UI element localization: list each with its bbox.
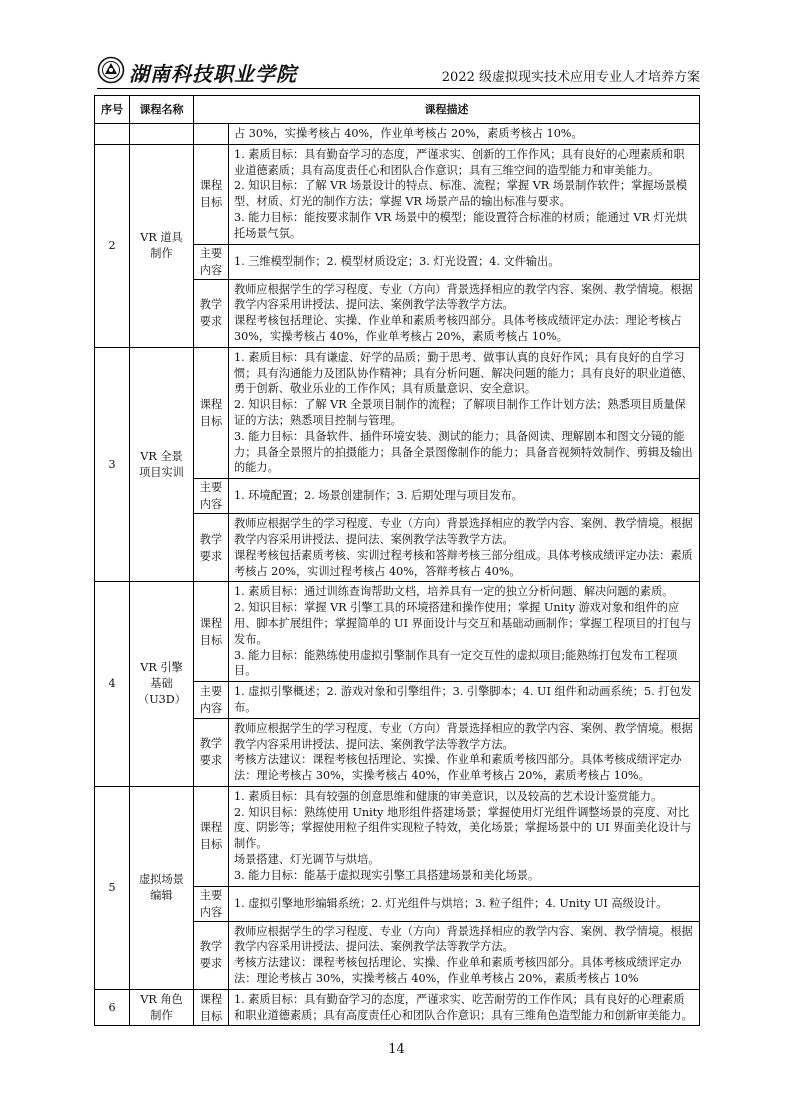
desc-line: 1. 虚拟引擎地形编辑系统；2. 灯光组件与烘培；3. 粒子组件；4. Unity UI 高级设计。 [234, 896, 668, 910]
cell-course-name: VR 道具制作 [130, 144, 194, 347]
document-title: 2022 级虚拟现实技术应用专业人才培养方案 [441, 70, 700, 85]
desc-line: 3. 能力目标：能熟练使用虚拟引擎制作具有一定交互性的虚拟项目;能熟练打包发布工程项目。 [234, 648, 678, 678]
cell-field-label: 课程目标 [194, 582, 229, 682]
desc-line: 1. 素质目标：具有勤奋学习的态度，严谨求实、创新的工作作风；具有良好的心理素质和职业道德素质；具有高度责任心和团队合作意识；具有三维空间的造型能力和审美能力。 [234, 147, 685, 177]
cell-desc [229, 886, 700, 921]
cell-course-name: 虚拟场景编辑 [130, 786, 194, 989]
cell-field-label: 课程目标 [194, 989, 229, 1026]
header-course-desc: 课程描述 [194, 96, 700, 124]
desc-line: 1. 素质目标：通过训练查询帮助文档，培养具有一定的独立分析问题、解决问题的素质。 [234, 585, 674, 599]
table-row [95, 989, 700, 1026]
desc-line: 课程考核包括理论、实操、作业单和素质考核四部分。具体考核成绩评定办法：理论考核占 30%，实操考核占 40%，作业单考核占 20%，素质考核占 10%。 [234, 314, 682, 343]
cell-field-label: 教学要求 [194, 718, 229, 786]
cell-desc [229, 582, 700, 682]
cell-desc [229, 144, 700, 244]
cell-desc: 占 30%，实操考核占 40%，作业单考核占 20%，素质考核占 10%。 [229, 124, 700, 145]
desc-line: 2. 知识目标：了解 VR 场景设计的特点、标准、流程；掌握 VR 场景制作软件；掌握场景模型、材质、灯光的制作方法；掌握 VR 场景产品的输出标准与要求。 [234, 179, 688, 209]
cell-desc [229, 682, 700, 719]
desc-line: 3. 能力目标：能按要求制作 VR 场景中的模型；能设置符合标准的材质；能通过 VR 灯光烘托场景气氛。 [234, 210, 688, 240]
desc-line: 教师应根据学生的学习程度、专业（方向）背景选择相应的教学内容、案例、教学情境。根据教学内容采用讲授法、提问法、案例教学法等教学方法。 [234, 721, 693, 751]
desc-line: 1. 环境配置；2. 场景创建制作；3. 后期处理与项目发布。 [234, 489, 523, 503]
cell-field-label: 教学要求 [194, 279, 229, 347]
cell-field-label: 课程目标 [194, 786, 229, 886]
page-header [97, 54, 700, 90]
cell-field-label: 教学要求 [194, 921, 229, 989]
cell-desc [229, 347, 700, 478]
cell-name [130, 124, 194, 145]
desc-line: 2. 知识目标：掌握 VR 引擎工具的环境搭建和操作使用；掌握 Unity 游戏对象和组件的应用、脚本扩展组件；掌握简单的 UI 界面设计与交互和基础动画制作；掌握工程项目的打包与发布。 [234, 601, 692, 646]
desc-line: 1. 三维模型制作；2. 模型材质设定；3. 灯光设置；4. 文件输出。 [234, 254, 560, 268]
cell-desc [229, 989, 700, 1026]
table-row-continued [95, 124, 700, 145]
cell-desc [229, 514, 700, 582]
header-rule [97, 88, 700, 89]
page-number: 14 [388, 1042, 405, 1057]
cell-no: 5 [95, 786, 130, 989]
cell-desc [229, 921, 700, 989]
cell-field-label: 课程目标 [194, 347, 229, 478]
desc-line: 教师应根据学生的学习程度、专业（方向）背景选择相应的教学内容、案例、教学情境。根据教学内容采用讲授法、提问法、案例教学法等教学方法。 [234, 517, 693, 546]
cell-desc [229, 279, 700, 347]
table-header-row [95, 96, 700, 124]
cell-no: 2 [95, 144, 130, 347]
cell-desc [229, 244, 700, 279]
cell-course-name: VR 全景项目实训 [130, 347, 194, 582]
desc-line: 1. 素质目标：具有较强的创意思维和健康的审美意识，以及较高的艺术设计鉴赏能力。 [234, 789, 663, 803]
cell-field-label: 主要内容 [194, 244, 229, 279]
desc-line: 教师应根据学生的学习程度、专业（方向）背景选择相应的教学内容、案例、教学情境。根据教学内容采用讲授法、提问法、案例教学法等教学方法。 [234, 282, 693, 312]
cell-course-name: VR 引擎基础（U3D） [130, 582, 194, 787]
desc-line: 3. 能力目标：能基于虚拟现实引擎工具搭建场景和美化场景。 [234, 868, 540, 882]
desc-line: 2. 知识目标：熟练使用 Unity 地形组件搭建场景；掌握使用灯光组件调整场景的亮度、对比度、阴影等；掌握使用粒子组件实现粒子特效，美化场景；掌握场景中的 UI 界面美化设计与制作。 [234, 805, 692, 851]
cell-field-label: 课程目标 [194, 144, 229, 244]
desc-line: 3. 能力目标：具备软件、插件环境安装、测试的能力；具备阅读、理解剧本和图文分镜的能力；具备全景照片的拍摄能力；具备全景图像制作的能力；具备音视频特效制作、剪辑及输出的能力。 [234, 429, 693, 475]
cell-field [194, 124, 229, 145]
desc-line: 考核方法建议：课程考核包括理论、实操、作业单和素质考核四部分。具体考核成绩评定办法：理论考核占 30%，实操考核占 40%，作业单考核占 20%，素质考核占 10%。 [234, 753, 682, 783]
cell-field-label: 教学要求 [194, 514, 229, 582]
desc-line: 考核方法建议：课程考核包括理论、实操、作业单和素质考核四部分。具体考核成绩评定办法：理论考核占 30%，实操考核占 40%，作业单考核占 20%，素质考核占 10% [234, 956, 682, 986]
cell-no: 3 [95, 347, 130, 582]
desc-line: 1. 素质目标：具有勤奋学习的态度，严谨求实、吃苦耐劳的工作作风；具有良好的心理素质和职业道德素质；具有高度责任心和团队合作意识；具有三维角色造型能力和创新审美能力。 [234, 992, 693, 1022]
cell-desc [229, 786, 700, 886]
cell-desc [229, 479, 700, 514]
cell-no: 4 [95, 582, 130, 787]
desc-line: 课程考核包括素质考核、实训过程考核和答辩考核三部分组成。具体考核成绩评定办法：素质考核占 20%，实训过程考核占 40%，答辩考核占 40%。 [234, 548, 693, 578]
cell-field-label: 主要内容 [194, 886, 229, 921]
cell-field-label: 主要内容 [194, 479, 229, 514]
header-no: 序号 [95, 96, 130, 124]
cell-field-label: 主要内容 [194, 682, 229, 719]
cell-desc [229, 718, 700, 786]
desc-line: 2. 知识目标：了解 VR 全景项目制作的流程；了解项目制作工作计划方法；熟悉项目质量保证的方法；熟悉项目控制与管理。 [234, 398, 686, 427]
school-emblem-icon [97, 56, 125, 84]
header-course-name: 课程名称 [130, 96, 194, 124]
table-row [95, 347, 700, 478]
school-name: 湖南科技职业学院 [129, 62, 297, 86]
desc-line: 1. 素质目标：具有谦虚、好学的品质；勤于思考、做事认真的良好作风；具有良好的自学习惯；具有沟通能力及团队协作精神；具有分析问题、解决问题的能力；具有良好的职业道德、勇于创新、敬业乐业的工作作风；具有质量意识、安全意识。 [234, 350, 693, 396]
desc-line: 场景搭建、灯光调节与烘培。 [234, 853, 380, 867]
desc-line: 1. 虚拟引擎概述；2. 游戏对象和引擎组件；3. 引擎脚本；4. UI 组件和动画系统；5. 打包发布。 [234, 685, 692, 714]
cell-no [95, 124, 130, 145]
desc-line: 教师应根据学生的学习程度、专业（方向）背景选择相应的教学内容、案例、教学情境。根据教学内容采用讲授法、提问法、案例教学法等教学方法。 [234, 924, 693, 954]
course-table [94, 95, 700, 1026]
table-row [95, 144, 700, 244]
table-row [95, 582, 700, 682]
cell-no: 6 [95, 989, 130, 1026]
table-row [95, 786, 700, 886]
cell-course-name: VR 角色制作 [130, 989, 194, 1026]
